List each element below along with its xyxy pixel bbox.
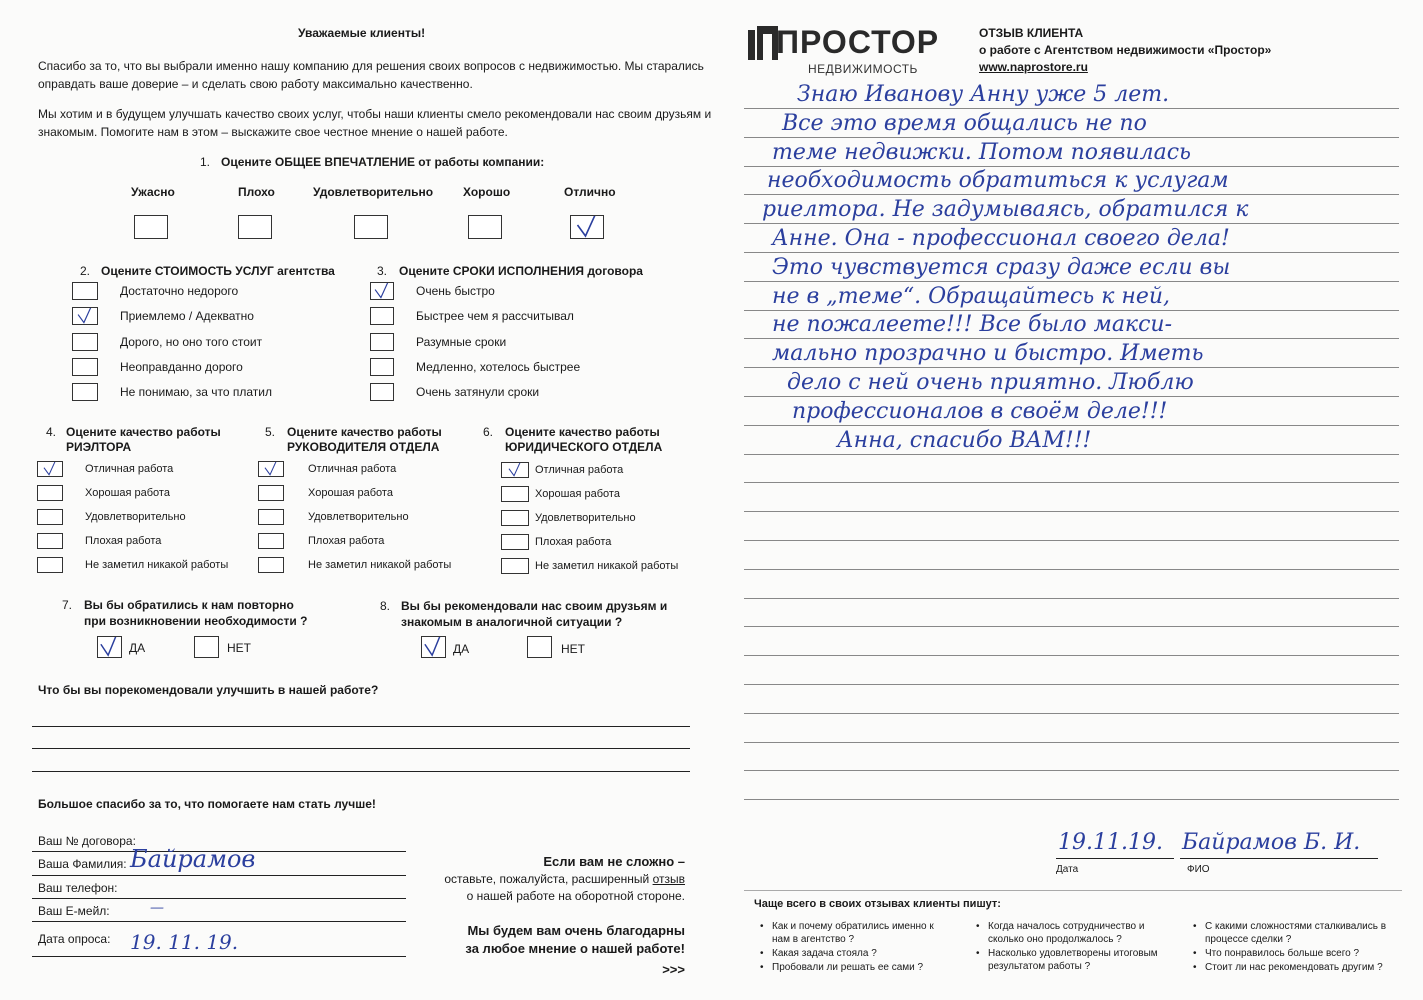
q5-option-checkbox[interactable] <box>258 461 284 477</box>
ruled-line[interactable] <box>744 454 1399 455</box>
question-6-title: Оцените качество работы <box>505 425 660 439</box>
q7-no-checkbox[interactable] <box>194 636 219 658</box>
review-line: риелтора. Не задумываясь, обратился к <box>762 197 1249 223</box>
greeting: Уважаемые клиенты! <box>298 26 426 40</box>
q2-option-checkbox[interactable] <box>72 358 98 376</box>
q1-option-label: Удовлетворительно <box>313 185 434 199</box>
q2-option-label: Дорого, но оно того стоит <box>120 334 263 349</box>
review-line: профессионалов в своём деле!!! <box>792 398 1168 424</box>
signature-name: Байрамов Б. И. <box>1182 830 1361 855</box>
website-link[interactable]: www.naprostore.ru <box>979 60 1088 74</box>
q5-option-label: Удовлетворительно <box>308 511 409 523</box>
answer-line[interactable] <box>32 726 690 727</box>
email-field[interactable] <box>32 921 406 922</box>
q7-yes-label: ДА <box>129 641 146 655</box>
logo-title: ПРОСТОР <box>776 24 940 60</box>
q2-option-label: Неоправданно дорого <box>120 359 243 374</box>
ruled-line[interactable] <box>744 108 1399 109</box>
intro-text: оправдать ваше доверие – и сделать свою работу максимально качественно. <box>38 77 473 91</box>
q2-option-label: Достаточно недорого <box>120 284 239 298</box>
surname-field[interactable] <box>32 875 406 876</box>
q8-yes-label: ДА <box>453 642 470 656</box>
q3-option-checkbox[interactable] <box>370 307 394 325</box>
review-line: Анне. Она - профессионал своего дела! <box>772 226 1230 251</box>
ruled-line[interactable] <box>744 713 1399 714</box>
question-7-title: Вы бы обратились к нам повторно <box>84 598 294 612</box>
side-note-thanks: Мы будем вам очень благодарны <box>467 923 685 938</box>
ruled-line[interactable] <box>744 223 1399 224</box>
q3-option-label: Медленно, хотелось быстрее <box>416 359 581 374</box>
ruled-line[interactable] <box>744 166 1399 167</box>
review-line: Это чувствуется сразу даже если вы <box>772 254 1231 280</box>
question-number: 5. <box>265 425 276 439</box>
q5-option-checkbox[interactable] <box>258 557 284 573</box>
email-value: — <box>150 900 164 916</box>
question-6-subtitle: ЮРИДИЧЕСКОГО ОТДЕЛА <box>505 440 663 454</box>
hint-item: • Насколько удовлетворены итоговым результатом работы ? <box>988 947 1178 973</box>
q5-option-checkbox[interactable] <box>258 533 284 549</box>
q5-option-label: Не заметил никакой работы <box>308 559 452 571</box>
side-note-text: о нашей работе на оборотной стороне. <box>466 889 685 903</box>
ruled-line[interactable] <box>744 482 1399 483</box>
side-note-heading: Если вам не сложно – <box>543 854 685 869</box>
q4-option-label: Удовлетворительно <box>85 511 186 523</box>
hint-item: • Как и почему обратились именно к нам в агентство ? <box>772 920 952 946</box>
ruled-line[interactable] <box>744 598 1399 599</box>
hints-title: Чаще всего в своих отзывах клиенты пишут: <box>754 898 1001 910</box>
ruled-line[interactable] <box>744 281 1399 282</box>
surname-value: Байрамов <box>130 845 256 873</box>
q1-option-checkbox[interactable] <box>134 215 168 239</box>
building-logo-icon <box>746 26 780 62</box>
intro-text: знакомым. Помогите нам в этом – выскажите свое честное мнение о нашей работе. <box>38 125 508 139</box>
q4-option-checkbox[interactable] <box>37 533 63 549</box>
review-line: не пожалеете!!! Все было макси- <box>772 312 1172 338</box>
q3-option-checkbox[interactable] <box>370 358 394 376</box>
question-number: 8. <box>380 599 391 613</box>
q1-option-label: Отлично <box>564 185 616 199</box>
ruled-line[interactable] <box>744 310 1399 311</box>
ruled-line[interactable] <box>744 425 1399 426</box>
email-label: Ваш Е-мейл: <box>38 904 110 918</box>
q8-no-label: НЕТ <box>561 642 585 656</box>
phone-field[interactable] <box>32 898 406 899</box>
q6-option-checkbox[interactable] <box>501 558 529 574</box>
q5-option-label: Отличная работа <box>308 463 397 475</box>
q2-option-checkbox[interactable] <box>72 282 98 300</box>
q1-option-checkbox[interactable] <box>354 215 388 239</box>
hint-item: • Что понравилось больше всего ? <box>1205 947 1390 960</box>
checkmark-icon <box>371 283 393 299</box>
q2-option-checkbox[interactable] <box>72 333 98 351</box>
q4-option-label: Отличная работа <box>85 463 174 475</box>
review-link[interactable]: отзыв <box>652 872 685 886</box>
hint-item: • Стоит ли нас рекомендовать другим ? <box>1205 961 1390 974</box>
question-number: 7. <box>62 598 73 612</box>
ruled-line[interactable] <box>744 684 1399 685</box>
question-number: 3. <box>377 264 388 278</box>
review-header-subtitle: о работе с Агентством недвижимости «Простор» <box>979 43 1272 57</box>
question-2-title: Оцените СТОИМОСТЬ УСЛУГ агентства <box>101 264 335 278</box>
question-number: 6. <box>483 425 494 439</box>
q6-option-checkbox[interactable] <box>501 510 529 526</box>
q5-option-label: Хорошая работа <box>308 487 393 499</box>
contract-label: Ваш № договора: <box>38 834 136 848</box>
q2-option-checkbox[interactable] <box>72 383 98 401</box>
q6-option-label: Хорошая работа <box>535 488 620 500</box>
ruled-line[interactable] <box>744 655 1399 656</box>
logo <box>746 24 940 76</box>
question-8-subtitle: знакомым в аналогичной ситуации ? <box>401 615 623 629</box>
review-page <box>712 0 1423 1000</box>
q3-option-checkbox[interactable] <box>370 282 394 300</box>
checkmark-icon <box>73 308 97 324</box>
name-caption: ФИО <box>1187 864 1210 875</box>
ruled-line[interactable] <box>744 338 1399 339</box>
question-4-title: Оцените качество работы <box>66 425 221 439</box>
q1-option-label: Плохо <box>238 185 275 199</box>
ruled-line[interactable] <box>744 252 1399 253</box>
review-line: Анна, спасибо ВАМ!!! <box>837 427 1092 453</box>
q3-option-checkbox[interactable] <box>370 333 394 351</box>
question-7-subtitle: при возникновении необходимости ? <box>84 614 308 628</box>
q4-option-checkbox[interactable] <box>37 557 63 573</box>
date-value: 19. 11. 19. <box>130 930 239 954</box>
q2-option-checkbox[interactable] <box>72 307 98 325</box>
review-line: мально прозрачно и быстро. Иметь <box>772 341 1204 367</box>
q3-option-checkbox[interactable] <box>370 383 394 401</box>
q8-no-checkbox[interactable] <box>527 636 552 658</box>
ruled-line[interactable] <box>744 367 1399 368</box>
q1-option-checkbox[interactable] <box>570 215 604 239</box>
q4-option-label: Плохая работа <box>85 535 162 547</box>
answer-line[interactable] <box>32 748 690 749</box>
divider <box>744 890 1402 891</box>
hint-item: • Когда началось сотрудничество и сколько оно продолжалось ? <box>988 920 1178 946</box>
question-3-title: Оцените СРОКИ ИСПОЛНЕНИЯ договора <box>399 264 643 278</box>
question-8-title: Вы бы рекомендовали нас своим друзьям и <box>401 599 668 613</box>
side-note-text-part: оставьте, пожалуйста, расширенный <box>444 872 653 886</box>
question-5-title: Оцените качество работы <box>287 425 442 439</box>
date-label: Дата опроса: <box>38 932 111 946</box>
q7-yes-checkbox[interactable] <box>97 636 122 658</box>
q6-option-label: Удовлетворительно <box>535 512 636 524</box>
ruled-line[interactable] <box>744 626 1399 627</box>
q3-option-label: Очень быстро <box>416 284 495 298</box>
logo-subtitle: НЕДВИЖИМОСТЬ <box>808 62 918 76</box>
ruled-line[interactable] <box>744 396 1399 397</box>
checkmark-icon <box>571 216 603 238</box>
q3-option-label: Быстрее чем я рассчитывал <box>416 309 574 324</box>
review-line: Знаю Иванову Анну уже 5 лет. <box>797 82 1170 107</box>
q1-option-checkbox[interactable] <box>238 215 272 239</box>
date-line[interactable] <box>1056 858 1174 859</box>
improve-question: Что бы вы порекомендовали улучшить в нашей работе? <box>38 683 379 697</box>
date-caption: Дата <box>1056 864 1079 875</box>
review-line: теме недвижки. Потом появилась <box>772 139 1192 165</box>
q6-option-label: Отличная работа <box>535 464 624 476</box>
q5-option-checkbox[interactable] <box>258 509 284 525</box>
q1-option-label: Ужасно <box>131 185 175 199</box>
ruled-line[interactable] <box>744 742 1399 743</box>
checkmark-icon <box>259 462 283 476</box>
review-line: Все это время общались не по <box>782 110 1147 136</box>
q8-yes-checkbox[interactable] <box>421 636 446 658</box>
q4-option-checkbox[interactable] <box>37 509 63 525</box>
intro-text: Мы хотим и в будущем улучшать качество своих услуг, чтобы наши клиенты смело рекомендовали нас своим друзьям и <box>38 107 712 121</box>
checkmark-icon <box>38 462 62 476</box>
q1-option-label: Хорошо <box>463 185 511 199</box>
hint-item: • Какая задача стояла ? <box>772 947 952 960</box>
review-line: дело с ней очень приятно. Люблю <box>787 370 1194 395</box>
question-number: 4. <box>46 425 57 439</box>
q5-option-label: Плохая работа <box>308 535 385 547</box>
name-line[interactable] <box>1180 858 1378 859</box>
q4-option-checkbox[interactable] <box>37 485 63 501</box>
checkmark-icon <box>98 637 121 657</box>
q5-option-checkbox[interactable] <box>258 485 284 501</box>
ruled-line[interactable] <box>744 194 1399 195</box>
question-number: 1. <box>200 155 211 169</box>
ruled-line[interactable] <box>744 799 1399 800</box>
q4-option-label: Хорошая работа <box>85 487 170 499</box>
ruled-line[interactable] <box>744 540 1399 541</box>
thanks-text: Большое спасибо за то, что помогаете нам стать лучше! <box>38 797 376 811</box>
checkmark-icon <box>422 637 445 657</box>
next-page-arrows[interactable]: >>> <box>662 962 685 977</box>
hint-item: • Пробовали ли решать ее сами ? <box>772 961 952 974</box>
question-1-title: Оцените ОБЩЕЕ ВПЕЧАТЛЕНИЕ от работы компании: <box>221 155 545 169</box>
question-number: 2. <box>80 264 91 278</box>
q6-option-checkbox[interactable] <box>501 462 529 478</box>
q2-option-label: Не понимаю, за что платил <box>120 385 273 400</box>
ruled-line[interactable] <box>744 137 1399 138</box>
checkmark-icon <box>502 463 528 477</box>
q4-option-label: Не заметил никакой работы <box>85 559 229 571</box>
date-field[interactable] <box>32 956 406 957</box>
phone-label: Ваш телефон: <box>38 881 118 895</box>
q1-option-checkbox[interactable] <box>468 215 502 239</box>
side-note-text <box>444 872 685 886</box>
q6-option-label: Плохая работа <box>535 536 612 548</box>
surname-label: Ваша Фамилия: <box>38 857 127 871</box>
hint-item: • С какими сложностями сталкивались в процессе сделки ? <box>1205 920 1390 946</box>
intro-text: Спасибо за то, что вы выбрали именно нашу компанию для решения своих вопросов с недвижимостью. Мы старались <box>38 59 704 73</box>
review-header-title: ОТЗЫВ КЛИЕНТА <box>979 26 1084 40</box>
q2-option-label: Приемлемо / Адекватно <box>120 309 254 324</box>
signature-date: 19.11.19. <box>1058 830 1163 855</box>
ruled-line[interactable] <box>744 770 1399 771</box>
q4-option-checkbox[interactable] <box>37 461 63 477</box>
side-note-thanks: за любое мнение о нашей работе! <box>465 941 685 956</box>
ruled-line[interactable] <box>744 511 1399 512</box>
review-line: необходимость обратиться к услугам <box>767 168 1229 194</box>
question-5-subtitle: РУКОВОДИТЕЛЯ ОТДЕЛА <box>287 440 440 454</box>
q7-no-label: НЕТ <box>227 641 251 655</box>
answer-line[interactable] <box>32 771 690 772</box>
review-line: не в „теме“. Обращайтесь к ней, <box>772 283 1171 309</box>
ruled-line[interactable] <box>744 569 1399 570</box>
q3-option-label: Очень затянули сроки <box>416 385 540 400</box>
question-4-subtitle: РИЭЛТОРА <box>66 440 132 454</box>
q3-option-label: Разумные сроки <box>416 334 507 349</box>
q6-option-label: Не заметил никакой работы <box>535 560 679 572</box>
q6-option-checkbox[interactable] <box>501 486 529 502</box>
q6-option-checkbox[interactable] <box>501 534 529 550</box>
